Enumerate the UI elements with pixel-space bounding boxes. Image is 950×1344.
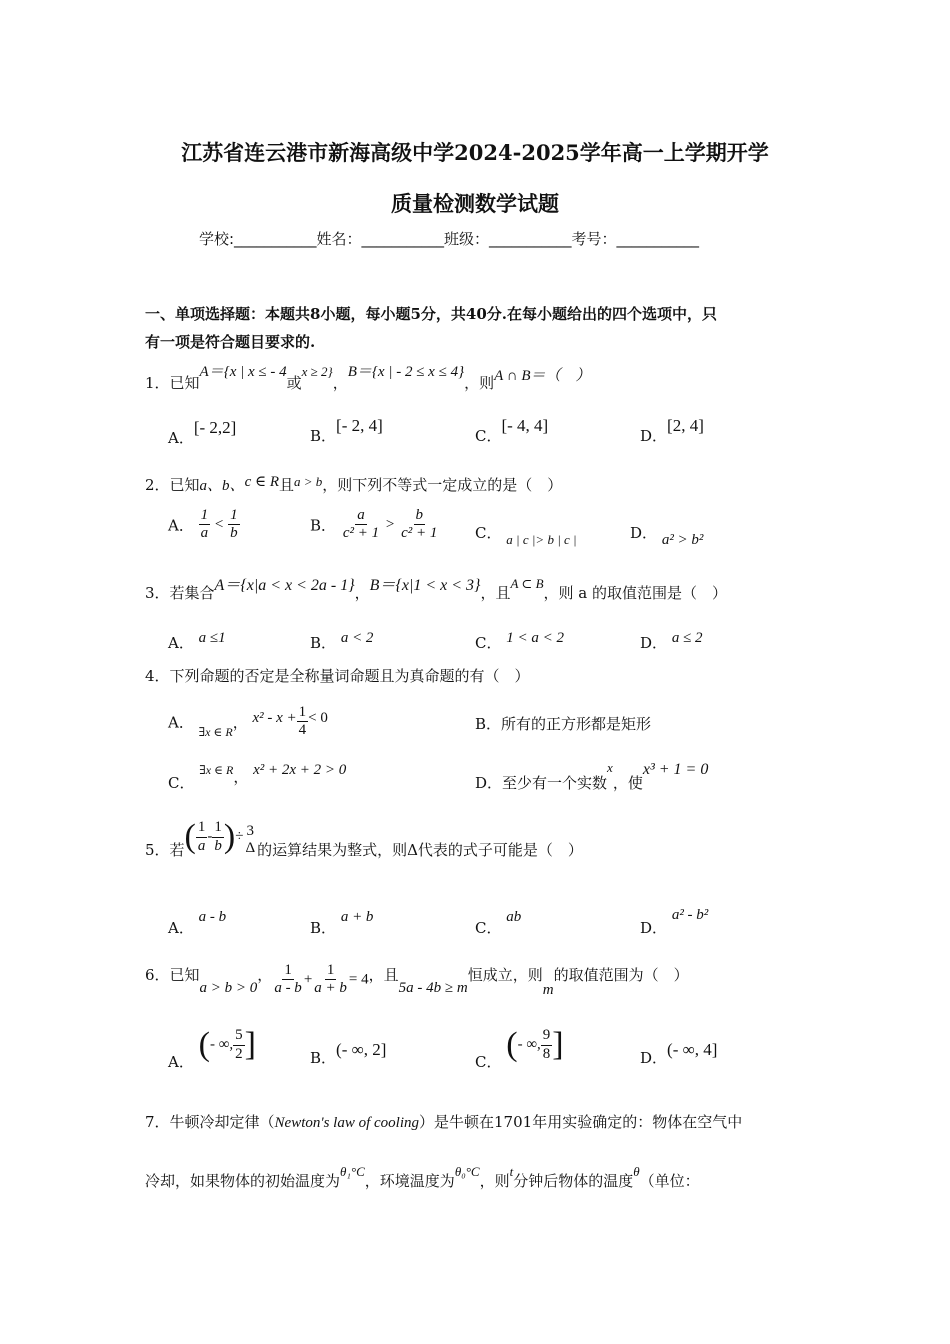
option-label: A． <box>168 634 194 652</box>
option-value: a | c |> b | c | <box>506 532 577 547</box>
frac-den: 2 <box>235 1045 243 1062</box>
q3-set-a: A＝{x|a < x < 2a - 1} <box>214 577 355 594</box>
q2-option-c[interactable] <box>475 522 577 548</box>
q6-number: 6．已知 <box>145 965 200 984</box>
var-x: x <box>607 760 613 775</box>
question-7-line-1 <box>145 1111 742 1132</box>
bracket-close: ] <box>244 1026 256 1063</box>
frac-den: c² + 1 <box>401 525 438 542</box>
option-value: a < 2 <box>340 630 374 646</box>
op: > <box>385 516 395 533</box>
paren-open: ( <box>184 818 196 855</box>
q7-theta: θ <box>633 1164 640 1179</box>
q3-set-b: B＝{x|1 < x < 3} <box>369 577 481 594</box>
q6-mid: 恒成立，则 <box>467 965 543 984</box>
neg-inf: - ∞, <box>517 1036 541 1053</box>
q2-option-b[interactable] <box>310 507 439 543</box>
q1-cond-2: x ≥ 2} <box>301 364 333 379</box>
option-value: 1 < a < 2 <box>506 630 565 646</box>
frac-den: Δ <box>245 840 256 857</box>
q1-or: 或 <box>286 374 302 392</box>
q7-theta1: θ₁°C <box>340 1164 365 1179</box>
section-heading-line-1: 一、单项选择题：本题共8小题，每小题5分，共40分.在每小题给出的四个选项中，只 <box>145 305 717 323</box>
frac-num: 1 <box>297 704 309 722</box>
option-label: A． <box>168 429 194 447</box>
option-text: 所有的正方形都是矩形 <box>501 715 652 733</box>
bracket-close: ] <box>552 1026 564 1063</box>
question-6-stem <box>145 962 689 999</box>
frac-num: 5 <box>233 1027 245 1045</box>
equals: = 4 <box>348 971 369 988</box>
question-7-line-2 <box>145 1162 700 1191</box>
option-text: 至少有一个实数 <box>502 774 608 792</box>
option-value: [- 4, 4] <box>501 416 549 435</box>
q4-option-d[interactable] <box>475 760 708 793</box>
q4-option-c[interactable] <box>168 760 346 793</box>
option-label: A． <box>168 1053 194 1071</box>
paren-open: ( <box>506 1026 518 1063</box>
q2-c-in-r: c ∈ R <box>244 474 279 490</box>
option-value: a + b <box>340 909 374 925</box>
comma-use: ，使 <box>612 774 643 792</box>
q7-l2-d: 分钟后物体的温度 <box>513 1172 634 1190</box>
option-value: a ≤ 2 <box>671 630 703 646</box>
q5-option-d[interactable] <box>640 905 708 938</box>
option-value: a - b <box>198 909 227 925</box>
frac-den: b <box>214 837 222 854</box>
frac-num: 3 <box>246 823 255 839</box>
q1-option-c[interactable] <box>475 416 548 446</box>
q7-theta0: θ₀°C <box>454 1164 480 1179</box>
frac-num: a <box>355 507 367 525</box>
q6-option-b[interactable] <box>310 1040 386 1068</box>
option-label: B． <box>310 919 337 937</box>
option-label: A． <box>168 713 194 732</box>
q1-comma: ， <box>332 374 348 392</box>
q2-a-gt-b: a > b <box>294 474 323 489</box>
exists-expr: ∃x ∈ R <box>199 763 234 777</box>
paren-close: ) <box>223 818 236 855</box>
title-line-1: 江苏省连云港市新海高级中学2024-2025学年高一上学期开学 <box>181 140 769 165</box>
q6-rest: 的取值范围为（ ） <box>553 965 689 984</box>
q3-option-b[interactable] <box>310 628 373 653</box>
option-label: B． <box>310 1049 337 1067</box>
option-value: a² > b² <box>661 532 704 548</box>
q4-option-b[interactable] <box>475 713 651 734</box>
q2-number: 2．已知 <box>145 476 200 494</box>
frac-den: 8 <box>542 1045 551 1062</box>
q6-cond: a > b > 0 <box>199 979 258 996</box>
question-3-stem <box>145 572 727 603</box>
q6-option-a[interactable] <box>168 1026 256 1072</box>
q7-t: t <box>509 1164 514 1179</box>
q1-option-a[interactable] <box>168 418 236 448</box>
option-label: B． <box>310 516 337 535</box>
q3-option-a[interactable] <box>168 628 226 653</box>
q5-option-a[interactable] <box>168 907 226 938</box>
option-label: D． <box>640 427 668 445</box>
q2-vars: a、b、 <box>199 478 245 494</box>
frac-den: a - b <box>274 980 302 997</box>
q6-m: m <box>542 981 554 998</box>
option-label: D． <box>630 524 658 542</box>
option-label: C． <box>475 1053 502 1071</box>
neg-inf: - ∞, <box>209 1036 234 1053</box>
option-value: [2, 4] <box>667 416 704 435</box>
q2-rest: ，则下列不等式一定成立的是（ ） <box>322 476 563 494</box>
frac-num: 1 <box>228 507 240 525</box>
frac-num: 1 <box>282 962 294 980</box>
option-value: (- ∞, 2] <box>336 1040 387 1059</box>
q3-comma: ， <box>354 584 370 602</box>
option-label: C． <box>475 427 502 445</box>
q7-l2-b: ，环境温度为 <box>364 1172 455 1190</box>
option-label: C． <box>475 524 502 542</box>
title-line-2: 质量检测数学试题 <box>391 191 559 216</box>
q5-rest: 的运算结果为整式，则Δ代表的式子可能是（ ） <box>257 841 583 859</box>
frac-num: 1 <box>212 819 224 837</box>
option-label: C． <box>475 919 502 937</box>
frac-num: 9 <box>541 1027 553 1045</box>
frac-den: c² + 1 <box>342 525 380 542</box>
question-1-stem <box>145 360 590 393</box>
q1-option-b[interactable] <box>310 416 383 446</box>
q6-comma: ， <box>257 965 273 984</box>
option-label: A． <box>168 919 194 937</box>
option-label: B． <box>310 427 337 445</box>
option-label: A． <box>168 516 194 535</box>
question-5-stem <box>145 818 583 860</box>
option-label: D． <box>640 919 668 937</box>
q7-part-b: Newton's law of cooling <box>274 1115 420 1131</box>
q3-subset: A ⊂ B <box>510 576 544 591</box>
expr: x³ + 1 = 0 <box>642 761 709 778</box>
q3-number: 3．若集合 <box>145 584 215 602</box>
expr: x² + 2x + 2 > 0 <box>253 762 347 778</box>
option-value: ab <box>506 909 522 925</box>
q7-l2-a: 冷却，如果物体的初始温度为 <box>145 1172 341 1190</box>
option-label: B． <box>310 634 337 652</box>
q3-option-c[interactable] <box>475 628 564 653</box>
minus: - <box>207 828 213 845</box>
q1-set-a: A＝{x | x ≤ - 4 <box>199 364 287 380</box>
q5-option-c[interactable] <box>475 907 521 938</box>
option-label: C． <box>168 774 195 792</box>
q7-part-c: ）是牛顿在1701年用实验确定的：物体在空气中 <box>419 1113 743 1131</box>
q3-and: ，且 <box>480 584 511 602</box>
q7-part-a: 7．牛顿冷却定律（ <box>145 1113 275 1131</box>
frac-num: 1 <box>196 819 208 837</box>
q5-number: 5．若 <box>145 841 185 859</box>
q3-option-d[interactable] <box>640 628 703 653</box>
q2-option-a[interactable] <box>168 507 240 543</box>
plus: + <box>303 971 313 988</box>
q3-rest: ，则 a 的取值范围是（ ） <box>543 584 727 602</box>
frac-num: 1 <box>325 962 337 980</box>
q7-l2-e: （单位： <box>639 1172 700 1190</box>
q1-option-d[interactable] <box>640 416 704 446</box>
q6-ineq: 5a - 4b ≥ m <box>398 979 468 996</box>
option-label: D． <box>475 774 503 792</box>
q6-option-d[interactable] <box>640 1040 717 1068</box>
frac-num: 1 <box>199 507 211 525</box>
q1-number: 1．已知 <box>145 374 200 392</box>
frac-den: a <box>200 525 209 542</box>
paren-open: ( <box>198 1026 210 1063</box>
option-value: a² - b² <box>671 907 709 923</box>
q2-and: 且 <box>279 476 295 494</box>
expr: x² - x + <box>252 709 297 726</box>
q7-l2-c: ，则 <box>479 1172 510 1190</box>
option-label: B． <box>475 715 502 733</box>
exists-expr: ∃x ∈ R <box>198 724 233 739</box>
option-label: C． <box>475 634 502 652</box>
frac-den: b <box>230 525 238 542</box>
option-value: (- ∞, 4] <box>667 1040 718 1059</box>
frac-num: b <box>414 507 426 525</box>
option-label: D． <box>640 634 668 652</box>
question-2-stem <box>145 472 562 495</box>
q1-ask: A ∩ B＝（ ） <box>494 368 591 384</box>
section-heading-line-2: 有一项是符合题目要求的. <box>145 333 316 351</box>
option-value: [- 2,2] <box>193 418 237 437</box>
q6-and: ，且 <box>368 965 399 984</box>
option-label: D． <box>640 1049 668 1067</box>
q1-then: ，则 <box>464 374 495 392</box>
expr-tail: < 0 <box>308 709 328 726</box>
student-info-line: 学校:___________姓名：___________班级：___________考号：___________ <box>199 230 700 248</box>
option-value: [- 2, 4] <box>336 416 383 435</box>
comma: ， <box>233 768 249 786</box>
divide: ÷ <box>235 828 244 845</box>
option-value: a ≤1 <box>198 630 226 646</box>
q5-option-b[interactable] <box>310 907 373 938</box>
comma: ， <box>232 713 248 732</box>
q6-option-c[interactable] <box>475 1026 564 1072</box>
q1-set-b: B＝{x | - 2 ≤ x ≤ 4} <box>347 364 465 380</box>
op: < <box>214 516 224 533</box>
frac-den: a <box>197 837 206 854</box>
q2-option-d[interactable] <box>630 522 703 549</box>
q4-option-a[interactable] <box>168 704 328 740</box>
frac-den: 4 <box>298 722 307 739</box>
frac-den: a + b <box>314 980 347 997</box>
question-4-stem: 4．下列命题的否定是全称量词命题且为真命题的有（ ） <box>145 667 530 685</box>
